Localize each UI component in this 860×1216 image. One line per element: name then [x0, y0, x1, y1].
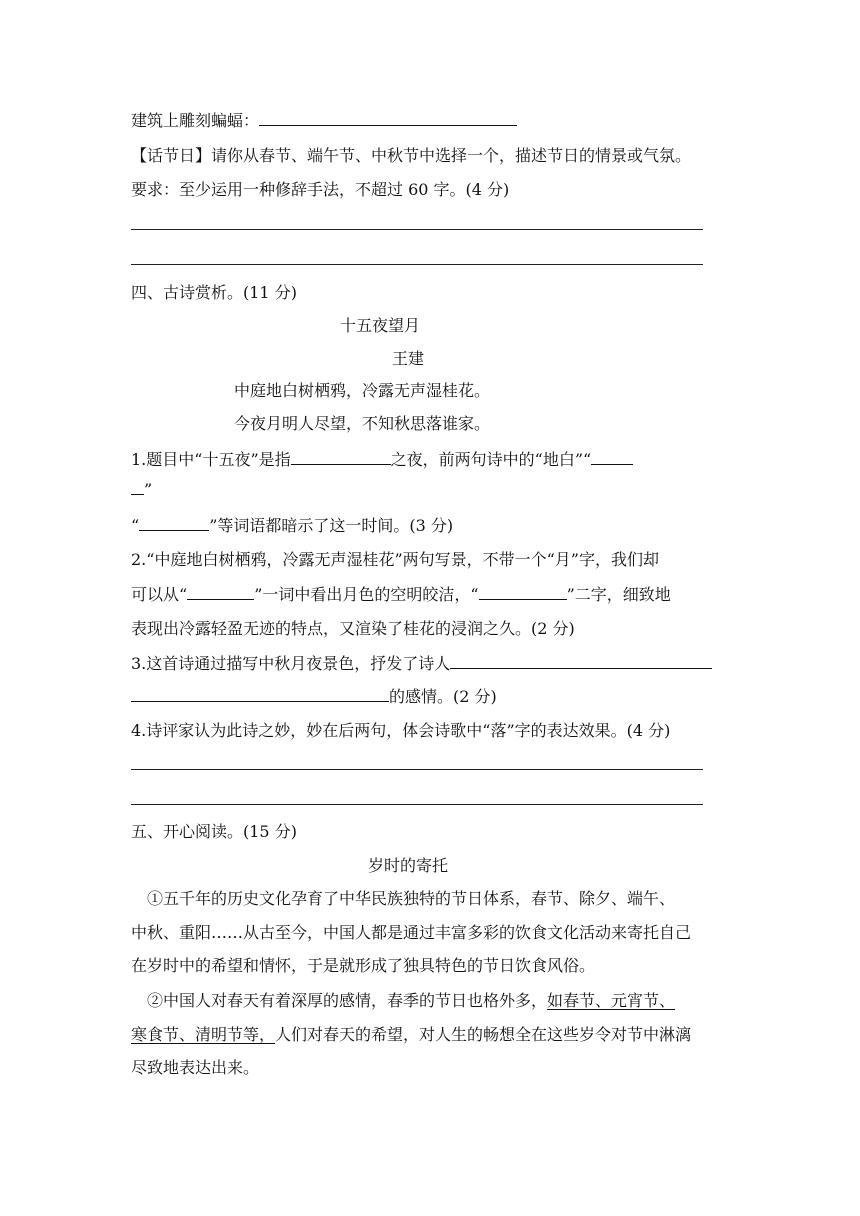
question-3-line-2 — [131, 686, 497, 708]
q1-blank-2b[interactable] — [131, 479, 144, 495]
question-1-text-c: ” — [144, 480, 153, 499]
festival-prompt: 【话节日】请你从春节、端午节、中秋节中选择一个，描述节日的情景或气氛。 — [131, 146, 692, 165]
question-2-text-a: 可以从“ — [131, 585, 188, 604]
question-1-line-3 — [131, 515, 453, 537]
poem-author: 王建 — [392, 349, 425, 368]
q3-blank-1b[interactable] — [131, 686, 389, 702]
festival-requirement: 要求：至少运用一种修辞手法，不超过 60 字。(4 分) — [131, 180, 510, 199]
passage-p2-line-3: 尽致地表达出来。 — [131, 1058, 260, 1077]
bat-carving-line — [131, 110, 517, 132]
festival-answer-line-1[interactable] — [131, 229, 703, 230]
festival-answer-line-2[interactable] — [131, 264, 703, 265]
question-3-text-a: 3.这首诗通过描写中秋月夜景色，抒发了诗人 — [131, 654, 451, 673]
question-3-line-1 — [131, 653, 712, 675]
question-1-text-a: 1.题目中“十五夜”是指 — [131, 450, 291, 469]
question-1-text-e: ”等词语都暗示了这一时间。(3 分) — [209, 516, 454, 535]
question-1-line-2 — [131, 479, 152, 501]
passage-p1-line-2: 中秋、重阳……从古至今，中国人都是通过丰富多彩的饮食文化活动来寄托自己 — [131, 923, 692, 942]
q1-blank-1[interactable] — [291, 449, 391, 465]
q2-blank-2[interactable] — [479, 584, 567, 600]
question-2-text-c: ”二字，细致地 — [566, 585, 671, 604]
question-1-text-d: “ — [131, 516, 140, 535]
section4-heading: 四、古诗赏析。(11 分) — [131, 283, 297, 302]
passage-p2-underlined-2: 寒食节、清明节等， — [131, 1025, 276, 1044]
question-2-line-3: 表现出冷露轻盈无迹的特点，又渲染了桂花的浸润之久。(2 分) — [131, 619, 575, 638]
q2-blank-1[interactable] — [187, 584, 254, 600]
q4-answer-line-2[interactable] — [131, 804, 703, 805]
passage-p1-line-1: ①五千年的历史文化孕育了中华民族独特的节日体系，春节、除夕、端午、 — [147, 889, 676, 908]
passage-p2-underlined-1: 如春节、元宵节、 — [547, 991, 676, 1010]
poem-line-2: 今夜月明人尽望，不知秋思落谁家。 — [234, 414, 491, 433]
poem-title: 十五夜望月 — [340, 316, 421, 335]
bat-carving-blank[interactable] — [259, 110, 517, 126]
q1-blank-3[interactable] — [139, 515, 209, 531]
poem-line-1: 中庭地白树栖鸦，冷露无声湿桂花。 — [234, 381, 491, 400]
q1-blank-2a[interactable] — [591, 449, 633, 465]
q4-answer-line-1[interactable] — [131, 769, 703, 770]
question-2-line-2 — [131, 584, 671, 606]
question-2-line-1: 2.“中庭地白树栖鸦，冷露无声湿桂花”两句写景，不带一个“月”字，我们却 — [131, 550, 659, 569]
question-3-text-b: 的感情。(2 分) — [389, 687, 497, 706]
bat-carving-label: 建筑上雕刻蝙蝠： — [131, 111, 260, 130]
question-1-text-b: 之夜，前两句诗中的“地白”“ — [390, 450, 592, 469]
q3-blank-1a[interactable] — [450, 653, 712, 669]
passage-p2-line-2 — [131, 1024, 691, 1046]
passage-p2-text-b: 人们对春天的希望，对人生的畅想全在这些岁令对节中淋漓 — [275, 1025, 692, 1044]
passage-title: 岁时的寄托 — [368, 856, 449, 875]
question-2-text-b: ”一词中看出月色的空明皎洁，“ — [254, 585, 479, 604]
passage-p2-line-1 — [147, 990, 675, 1012]
passage-p2-text-a: ②中国人对春天有着深厚的感情，春季的节日也格外多， — [147, 991, 548, 1010]
question-4: 4.诗评家认为此诗之妙，妙在后两句，体会诗歌中“落”字的表达效果。(4 分) — [131, 721, 671, 740]
question-1-line-1 — [131, 449, 633, 471]
section5-heading: 五、开心阅读。(15 分) — [131, 822, 297, 841]
passage-p1-line-3: 在岁时中的希望和情怀，于是就形成了独具特色的节日饮食风俗。 — [131, 956, 596, 975]
